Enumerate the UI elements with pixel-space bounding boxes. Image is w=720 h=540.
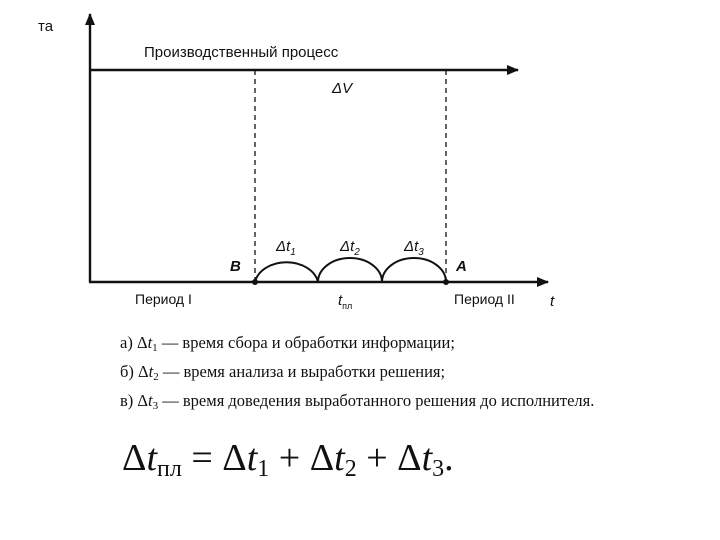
arc-label-3: $\Delta t_3$ [404,238,424,258]
legend-item-dt1: а) $\Delta t_1$ — время сбора и обработки информации; [120,333,455,354]
y-axis-label: та [38,18,54,35]
delta-v-label: ΔV [332,80,353,97]
process-label: Производственный процесс [144,44,339,61]
point-b-label: B [230,258,241,275]
legend [120,331,720,418]
point-a-label: A [456,258,467,275]
t-axis-label: t [550,293,555,310]
point-a-dot [443,279,449,285]
arc-dt3 [382,258,446,282]
point-b-dot [252,279,258,285]
legend-item-dt3: в) $\Delta t_3$ — время доведения выработанного решения до исполнителя. [120,391,595,412]
legend-item-dt2: б) $\Delta t_2$ — время анализа и выработки решения; [120,362,446,383]
arc-dt1 [255,262,318,282]
arc-dt2 [318,258,382,282]
period-2-label: Период II [454,291,515,307]
arc-label-2: $\Delta t_2$ [340,238,360,258]
arc-label-1: $\Delta t_1$ [276,238,296,258]
period-1-label: Период I [135,291,192,307]
planning-time-formula: $\Delta t_{пл} = \Delta t_1 + \Delta t_2 + \Delta t_3$. [122,437,454,482]
t-pl-label: $t_{пл}$ [338,292,353,311]
